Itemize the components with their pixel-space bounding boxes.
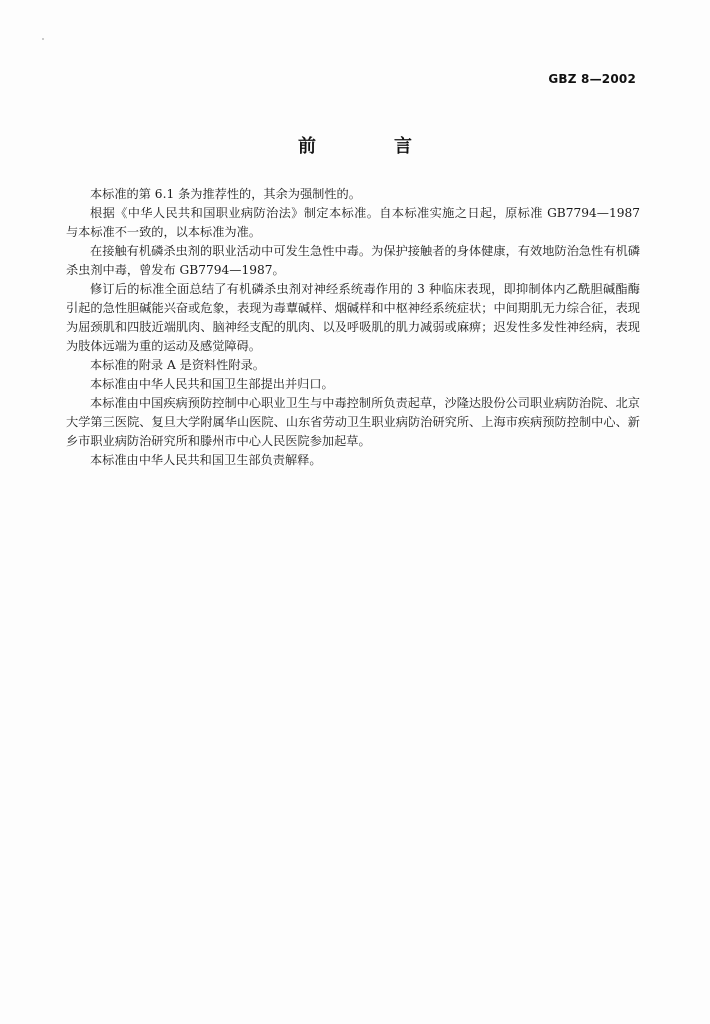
document-body bbox=[66, 185, 640, 470]
paragraph-recommended-clause: 本标准的第 6.1 条为推荐性的，其余为强制性的。 bbox=[90, 187, 361, 201]
scan-speck bbox=[42, 38, 44, 40]
paragraph-interpretation: 本标准由中华人民共和国卫生部负责解释。 bbox=[90, 453, 322, 467]
paragraph-drafters: 本标准由中国疾病预防控制中心职业卫生与中毒控制所负责起草，沙隆达股份公司职业病防治院、北京大学第三医院、复旦大学附属华山医院、山东省劳动卫生职业病防治研究所、上海市疾病预防控制中心、新乡市职业病防治研究所和滕州市中心人民医院参加起草。 bbox=[66, 396, 640, 448]
paragraph-revision-summary: 修订后的标准全面总结了有机磷杀虫剂对神经系统毒作用的 3 种临床表现，即抑制体内乙酰胆碱酯酶引起的急性胆碱能兴奋或危象，表现为毒蕈碱样、烟碱样和中枢神经系统症状；中间期肌无力综合征，表现为屈颈肌和四肢近端肌肉、脑神经支配的肌肉、以及呼吸肌的肌力减弱或麻痹；迟发性多发性神经病，表现为肢体远端为重的运动及感觉障碍。 bbox=[66, 282, 640, 353]
paragraph-appendix-note: 本标准的附录 A 是资料性附录。 bbox=[90, 358, 265, 372]
standard-code: GBZ 8—2002 bbox=[548, 72, 636, 86]
paragraph-background: 在接触有机磷杀虫剂的职业活动中可发生急性中毒。为保护接触者的身体健康，有效地防治急性有机磷杀虫剂中毒，曾发布 GB7794—1987。 bbox=[66, 244, 640, 277]
paragraph-proposer: 本标准由中华人民共和国卫生部提出并归口。 bbox=[90, 377, 334, 391]
page-title: 前 言 bbox=[298, 136, 442, 157]
paragraph-legal-basis: 根据《中华人民共和国职业病防治法》制定本标准。自本标准实施之日起，原标准 GB7794—1987 与本标准不一致的，以本标准为准。 bbox=[66, 206, 640, 239]
